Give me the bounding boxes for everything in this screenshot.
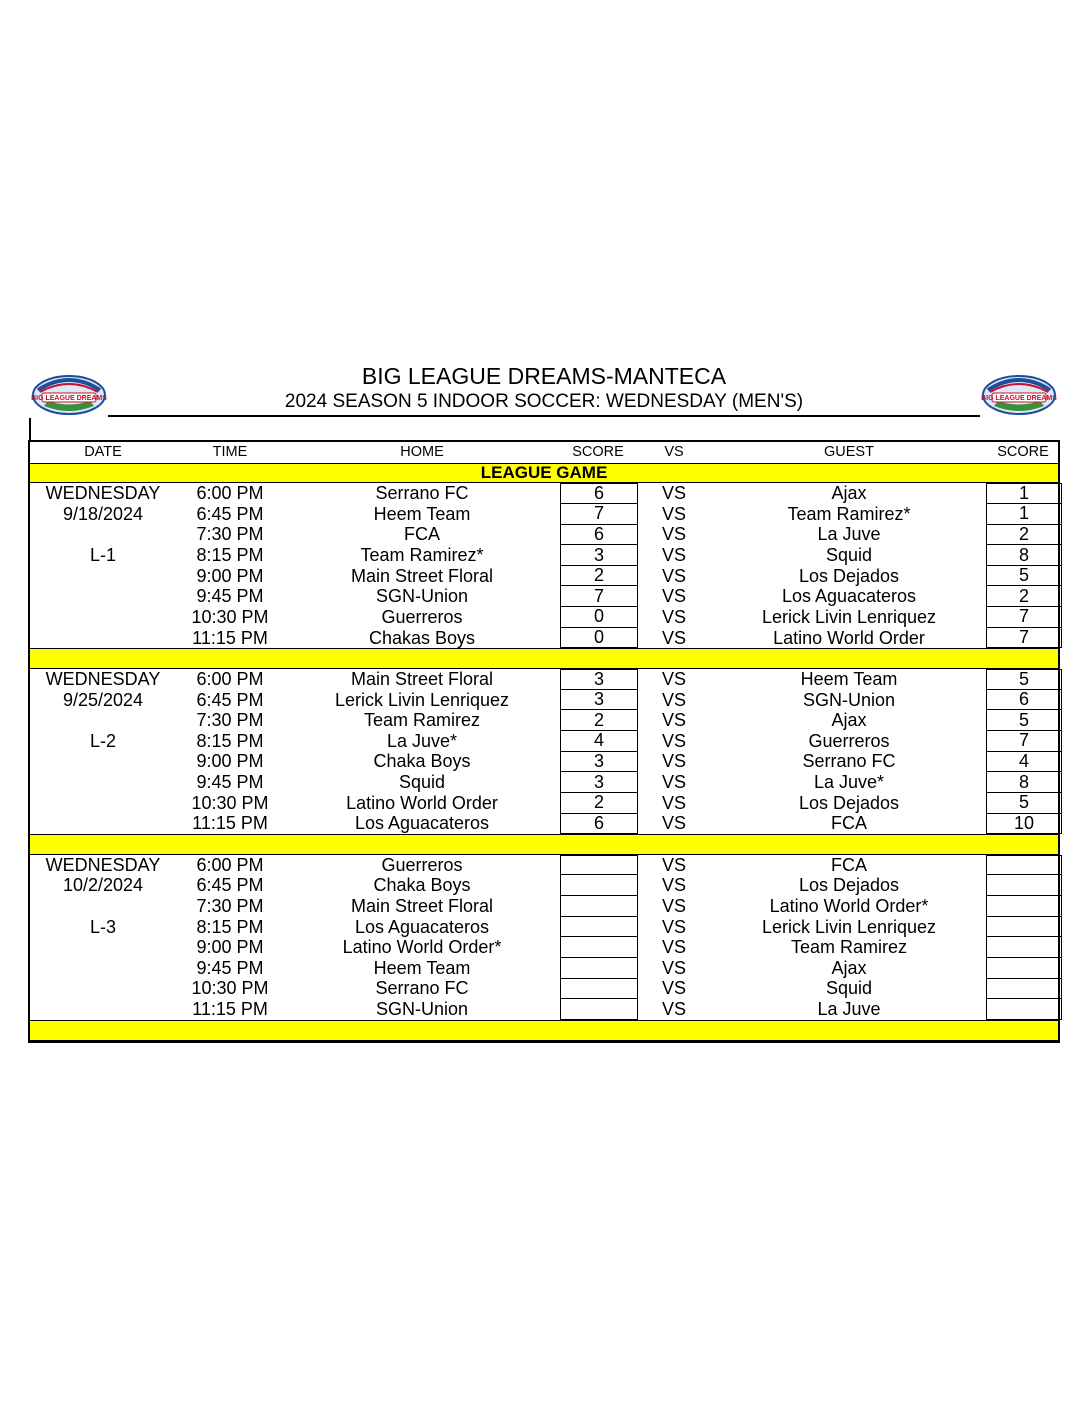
game-row (30, 937, 1058, 958)
date-cell (30, 937, 176, 958)
vs-cell: VS (661, 875, 686, 896)
home-score-box (560, 958, 638, 979)
home-score-box (560, 855, 638, 876)
home-score-box: 3 (560, 545, 638, 566)
game-row (30, 896, 1058, 917)
date-cell (30, 979, 176, 1000)
date-cell (30, 752, 176, 773)
home-team-cell: SGN-Union (375, 999, 469, 1020)
guest-team-cell: Lerick Livin Lenriquez (761, 916, 937, 937)
date-cell (30, 772, 176, 793)
guest-team-cell: SGN-Union (802, 689, 896, 710)
game-row (30, 875, 1058, 896)
home-score-box: 2 (560, 566, 638, 587)
schedule-table (28, 440, 1060, 1043)
guest-score-box: 7 (986, 731, 1062, 752)
guest-score-box: 5 (986, 793, 1062, 814)
time-cell: 9:45 PM (196, 586, 264, 607)
game-row (30, 483, 1058, 504)
home-score-box: 0 (560, 628, 638, 649)
guest-score-box (986, 979, 1062, 1000)
guest-team-cell: La Juve (817, 524, 881, 545)
vs-cell: VS (661, 957, 686, 978)
col-time-header: TIME (212, 444, 248, 461)
home-team-cell: Chaka Boys (373, 751, 471, 772)
date-cell (30, 999, 176, 1020)
time-cell: 9:00 PM (196, 937, 264, 958)
date-cell (30, 793, 176, 814)
column-header-row (30, 442, 1058, 463)
game-row (30, 586, 1058, 607)
guest-team-cell: La Juve* (813, 772, 885, 793)
home-team-cell: SGN-Union (375, 586, 469, 607)
game-row (30, 772, 1058, 793)
game-row (30, 628, 1058, 649)
home-score-box: 3 (560, 752, 638, 773)
game-row (30, 917, 1058, 938)
home-team-cell: Main Street Floral (350, 895, 494, 916)
guest-score-box: 10 (986, 814, 1062, 835)
guest-score-box (986, 999, 1062, 1020)
game-row (30, 566, 1058, 587)
game-row (30, 999, 1058, 1020)
vs-cell: VS (661, 895, 686, 916)
date-cell: 9/18/2024 (62, 503, 144, 524)
time-cell: 8:15 PM (196, 730, 264, 751)
vs-cell: VS (661, 483, 686, 504)
guest-team-cell: FCA (831, 854, 867, 875)
time-cell: 11:15 PM (192, 999, 268, 1020)
guest-team-cell: Squid (825, 978, 873, 999)
time-cell: 7:30 PM (196, 710, 264, 731)
game-row (30, 958, 1058, 979)
guest-team-cell: Los Dejados (798, 565, 900, 586)
home-team-cell: Guerreros (381, 606, 463, 627)
date-cell (30, 586, 176, 607)
guest-score-box: 8 (986, 545, 1062, 566)
home-team-cell: La Juve* (386, 730, 458, 751)
home-score-box (560, 917, 638, 938)
home-score-box (560, 875, 638, 896)
time-cell: 6:00 PM (196, 483, 264, 504)
date-cell (30, 710, 176, 731)
game-row (30, 607, 1058, 628)
date-cell: WEDNESDAY (45, 668, 161, 689)
home-team-cell: Squid (398, 772, 446, 793)
vs-cell: VS (661, 978, 686, 999)
home-score-box: 3 (560, 772, 638, 793)
home-team-cell: Chakas Boys (368, 627, 476, 648)
game-row (30, 525, 1058, 546)
home-score-box (560, 896, 638, 917)
guest-team-cell: Latino World Order* (769, 895, 929, 916)
vs-cell: VS (661, 730, 686, 751)
guest-score-box: 6 (986, 690, 1062, 711)
vs-cell: VS (661, 916, 686, 937)
date-cell (30, 566, 176, 587)
time-cell: 10:30 PM (191, 606, 269, 627)
home-score-box: 0 (560, 607, 638, 628)
time-cell: 8:15 PM (196, 545, 264, 566)
guest-team-cell: Ajax (831, 483, 867, 504)
guest-team-cell: Latino World Order (773, 627, 925, 648)
page-subtitle: 2024 SEASON 5 INDOOR SOCCER: WEDNESDAY (MEN'S) (284, 391, 804, 412)
vs-cell: VS (661, 813, 686, 834)
vs-cell: VS (661, 854, 686, 875)
week-separator (30, 1020, 1058, 1041)
date-cell: 9/25/2024 (62, 689, 144, 710)
col-vs-header: VS (664, 444, 684, 461)
vs-cell: VS (661, 999, 686, 1020)
home-team-cell: FCA (404, 524, 440, 545)
home-team-cell: Los Aguacateros (354, 916, 490, 937)
guest-score-box: 2 (986, 525, 1062, 546)
date-cell: L-2 (89, 730, 116, 751)
guest-team-cell: Los Aguacateros (781, 586, 917, 607)
date-cell (30, 958, 176, 979)
guest-score-box: 5 (986, 566, 1062, 587)
game-row (30, 690, 1058, 711)
guest-score-box (986, 896, 1062, 917)
home-score-box (560, 979, 638, 1000)
date-cell: L-3 (89, 916, 116, 937)
time-cell: 7:30 PM (196, 895, 264, 916)
vs-cell: VS (661, 937, 686, 958)
game-row (30, 731, 1058, 752)
game-row (30, 504, 1058, 525)
guest-team-cell: Squid (825, 545, 873, 566)
home-score-box: 2 (560, 710, 638, 731)
guest-score-box: 7 (986, 607, 1062, 628)
home-team-cell: Team Ramirez (363, 710, 481, 731)
home-score-box: 6 (560, 525, 638, 546)
vs-cell: VS (661, 503, 686, 524)
home-score-box (560, 999, 638, 1020)
vs-cell: VS (661, 772, 686, 793)
date-cell (30, 525, 176, 546)
home-score-box (560, 937, 638, 958)
home-score-box: 3 (560, 690, 638, 711)
guest-score-box: 7 (986, 628, 1062, 649)
guest-score-box: 1 (986, 483, 1062, 504)
guest-team-cell: Ajax (831, 957, 867, 978)
guest-score-box (986, 917, 1062, 938)
time-cell: 7:30 PM (196, 524, 264, 545)
home-score-box: 7 (560, 586, 638, 607)
col-home-header: HOME (400, 444, 444, 461)
league-game-label: LEAGUE GAME (480, 462, 608, 482)
guest-team-cell: Serrano FC (802, 751, 896, 772)
league-game-banner (30, 463, 1058, 484)
time-cell: 6:45 PM (196, 503, 264, 524)
home-score-box: 4 (560, 731, 638, 752)
left-divider (29, 418, 31, 440)
vs-cell: VS (661, 586, 686, 607)
vs-cell: VS (661, 710, 686, 731)
game-row (30, 979, 1058, 1000)
home-team-cell: Team Ramirez* (360, 545, 484, 566)
home-team-cell: Serrano FC (375, 483, 469, 504)
vs-cell: VS (661, 668, 686, 689)
guest-score-box: 5 (986, 710, 1062, 731)
guest-score-box (986, 875, 1062, 896)
home-score-box: 6 (560, 483, 638, 504)
time-cell: 6:45 PM (196, 875, 264, 896)
guest-team-cell: Team Ramirez* (787, 503, 911, 524)
date-cell (30, 896, 176, 917)
time-cell: 9:00 PM (196, 565, 264, 586)
guest-score-box (986, 937, 1062, 958)
date-cell (30, 607, 176, 628)
guest-team-cell: Team Ramirez (790, 937, 908, 958)
week-separator (30, 834, 1058, 855)
home-team-cell: Chaka Boys (373, 875, 471, 896)
time-cell: 6:00 PM (196, 854, 264, 875)
time-cell: 10:30 PM (191, 792, 269, 813)
vs-cell: VS (661, 627, 686, 648)
vs-cell: VS (661, 524, 686, 545)
time-cell: 6:45 PM (196, 689, 264, 710)
time-cell: 9:45 PM (196, 772, 264, 793)
svg-text:BIG LEAGUE DREAMS: BIG LEAGUE DREAMS (981, 395, 1057, 402)
game-row (30, 814, 1058, 835)
home-score-box: 3 (560, 669, 638, 690)
weeks-container (30, 483, 1058, 1040)
title-underline (108, 415, 980, 417)
guest-score-box (986, 855, 1062, 876)
guest-team-cell: Los Dejados (798, 875, 900, 896)
home-team-cell: Heem Team (373, 957, 471, 978)
date-cell (30, 628, 176, 649)
vs-cell: VS (661, 606, 686, 627)
game-row (30, 855, 1058, 876)
home-team-cell: Heem Team (373, 503, 471, 524)
date-cell: 10/2/2024 (62, 875, 144, 896)
home-team-cell: Main Street Floral (350, 668, 494, 689)
home-team-cell: Latino World Order* (342, 937, 502, 958)
home-score-box: 7 (560, 504, 638, 525)
date-cell (30, 814, 176, 835)
guest-score-box (986, 958, 1062, 979)
date-cell: WEDNESDAY (45, 854, 161, 875)
page-title: BIG LEAGUE DREAMS-MANTECA (361, 363, 727, 389)
game-row (30, 793, 1058, 814)
svg-text:BIG LEAGUE DREAMS: BIG LEAGUE DREAMS (31, 395, 107, 402)
time-cell: 11:15 PM (192, 813, 268, 834)
date-cell: WEDNESDAY (45, 483, 161, 504)
vs-cell: VS (661, 565, 686, 586)
date-cell: L-1 (89, 545, 116, 566)
guest-team-cell: Heem Team (800, 668, 898, 689)
col-date-header: DATE (84, 444, 122, 461)
home-team-cell: Latino World Order (346, 792, 498, 813)
game-row (30, 669, 1058, 690)
time-cell: 10:30 PM (191, 978, 269, 999)
col-guest-score-header: SCORE (997, 444, 1049, 461)
time-cell: 9:00 PM (196, 751, 264, 772)
game-row (30, 545, 1058, 566)
home-team-cell: Lerick Livin Lenriquez (334, 689, 510, 710)
time-cell: 8:15 PM (196, 916, 264, 937)
time-cell: 6:00 PM (196, 668, 264, 689)
guest-team-cell: Los Dejados (798, 792, 900, 813)
home-team-cell: Serrano FC (375, 978, 469, 999)
week-separator (30, 648, 1058, 669)
col-home-score-header: SCORE (572, 444, 624, 461)
home-score-box: 2 (560, 793, 638, 814)
vs-cell: VS (661, 545, 686, 566)
guest-team-cell: Ajax (831, 710, 867, 731)
home-team-cell: Los Aguacateros (354, 813, 490, 834)
guest-team-cell: Guerreros (808, 730, 890, 751)
time-cell: 11:15 PM (192, 627, 268, 648)
game-row (30, 710, 1058, 731)
guest-score-box: 5 (986, 669, 1062, 690)
guest-score-box: 8 (986, 772, 1062, 793)
guest-team-cell: Lerick Livin Lenriquez (761, 606, 937, 627)
game-row (30, 752, 1058, 773)
guest-score-box: 2 (986, 586, 1062, 607)
home-score-box: 6 (560, 814, 638, 835)
vs-cell: VS (661, 689, 686, 710)
home-team-cell: Main Street Floral (350, 565, 494, 586)
guest-team-cell: La Juve (817, 999, 881, 1020)
guest-score-box: 1 (986, 504, 1062, 525)
guest-score-box: 4 (986, 752, 1062, 773)
guest-team-cell: FCA (831, 813, 867, 834)
vs-cell: VS (661, 751, 686, 772)
time-cell: 9:45 PM (196, 957, 264, 978)
col-guest-header: GUEST (824, 444, 874, 461)
vs-cell: VS (661, 792, 686, 813)
home-team-cell: Guerreros (381, 854, 463, 875)
